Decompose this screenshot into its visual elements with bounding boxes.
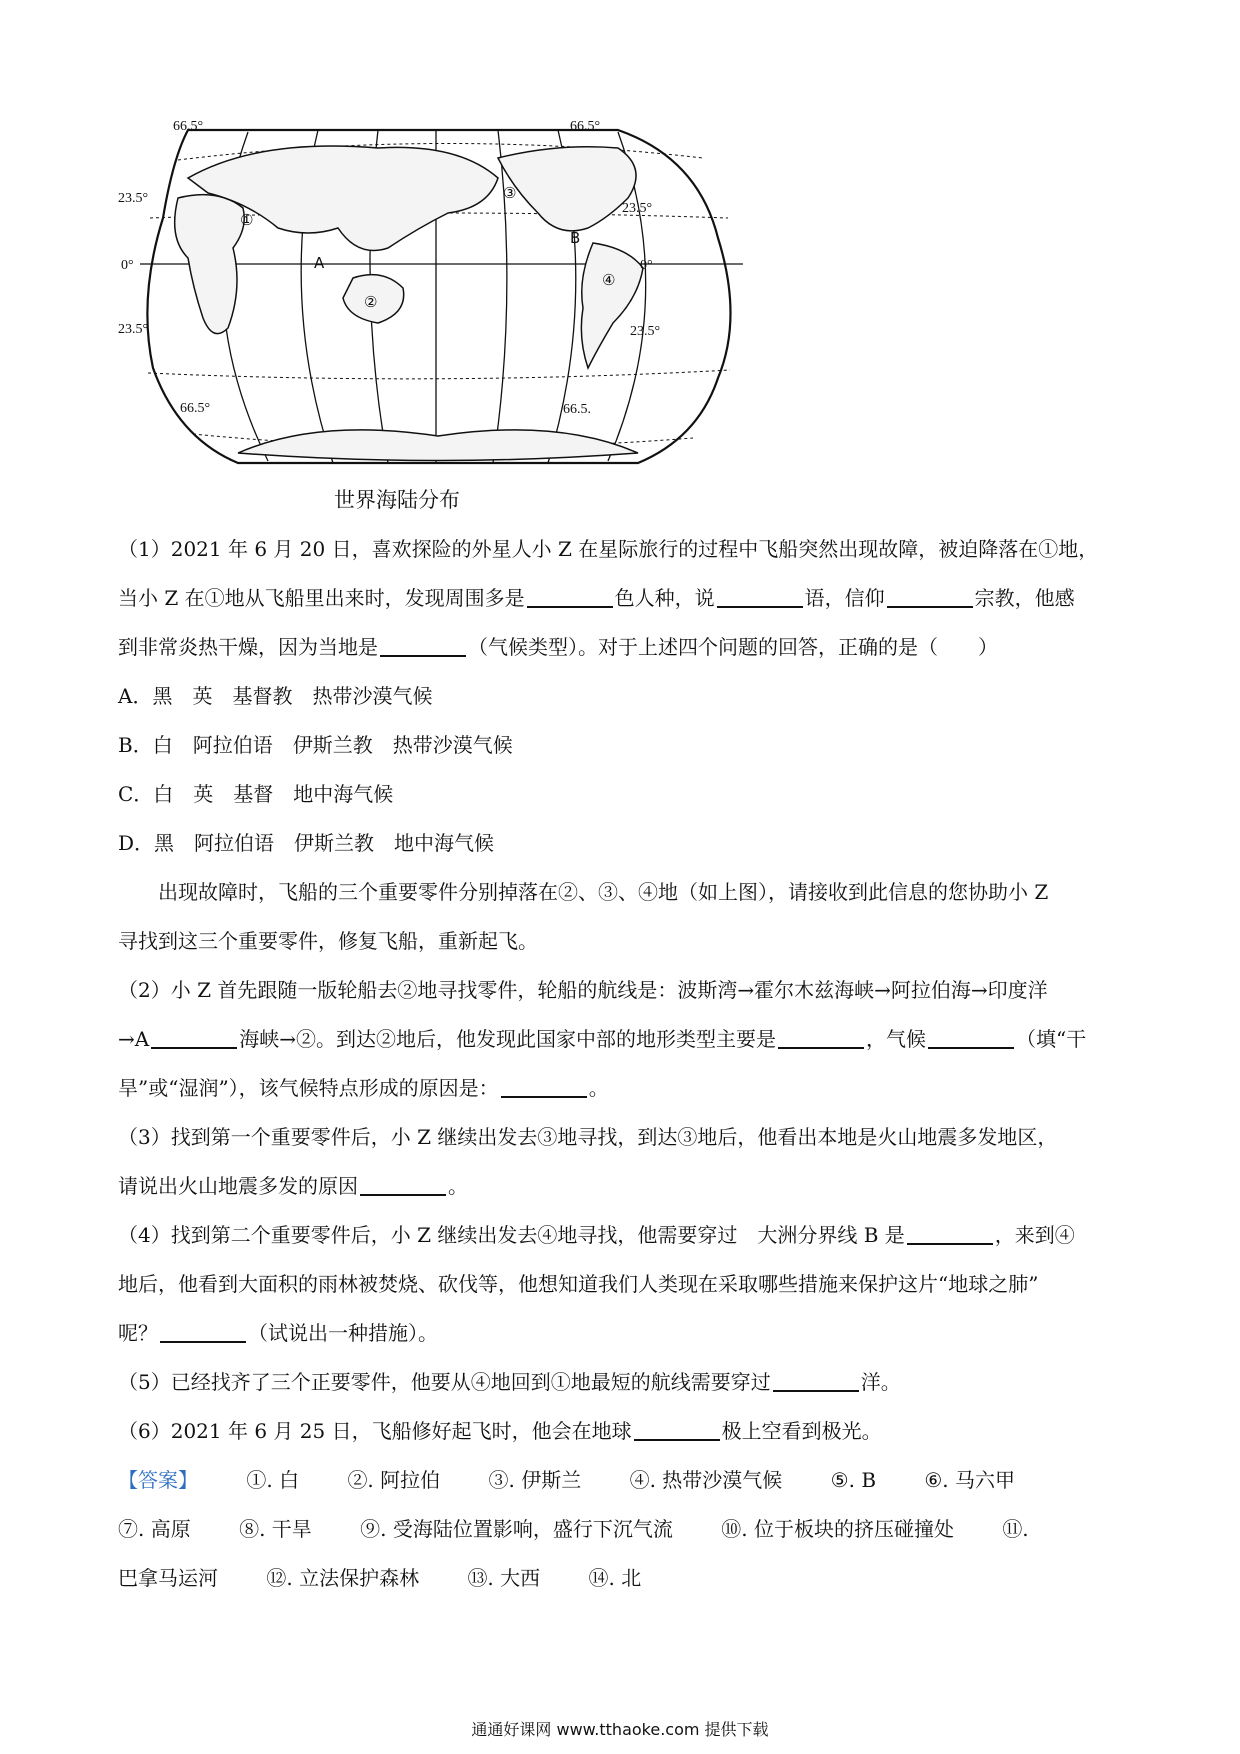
answer-item: ⑬. 大西 [467,1566,541,1590]
q4-text-3a: 呢？ [118,1321,158,1345]
q4-text-1a: （4）找到第二个重要零件后，小 Z 继续出发去④地寻找，他需要穿过 大洲分界线 B 是 [118,1223,905,1247]
q4-text-3b: （试说出一种措施）。 [248,1321,438,1345]
lat-label-23n-left: 23.5° [118,191,149,206]
q4-line2: 地后，他看到大面积的雨林被焚烧、砍伐等，他想知道我们人类现在采取哪些措施来保护这片“地球之肺” [118,1272,1039,1296]
lat-label-66n-left: 66.5° [173,119,204,134]
world-map-figure [118,118,758,478]
option-a[interactable]: A．黑 英 基督教 热带沙漠气候 [118,684,433,708]
q1-text-2a: 当小 Z 在①地从飞船里出来时，发现周围多是 [118,586,525,610]
answer-blank[interactable] [778,1027,864,1049]
lat-label-eq-right: 0° [640,258,653,273]
q2-text-3b: 。 [588,1076,609,1100]
q2-text-3a: 旱”或“湿润”），该气候特点形成的原因是： [118,1076,499,1100]
q4-text-1b: ，来到④ [994,1223,1075,1247]
answer-blank[interactable] [887,586,973,608]
intro-line2: 寻找到这三个重要零件，修复飞船，重新起飞。 [118,929,538,953]
answer-item: ①. 白 [246,1468,300,1492]
q2-line3 [118,1064,1128,1113]
answer-item: ⑤. B [830,1468,877,1492]
q4-line1 [118,1211,1128,1260]
q5-text-a: （5）已经找齐了三个正要零件，他要从④地回到①地最短的航线需要穿过 [118,1370,771,1394]
lat-label-66s-right: 66.5. [563,402,591,417]
answer-item: ②. 阿拉伯 [347,1468,441,1492]
q3-text-2b: 。 [448,1174,468,1198]
lat-label-66n-right: 66.5° [570,119,601,134]
q5-text-b: 洋。 [860,1370,901,1394]
answer-item: ⑥. 马六甲 [924,1468,1016,1492]
answer-blank[interactable] [773,1370,859,1392]
q1-line2 [118,574,1128,623]
intro-line1: 出现故障时，飞船的三个重要零件分别掉落在②、③、④地（如上图），请接收到此信息的您协助小 Z [158,880,1049,904]
q1-line1 [118,525,1128,574]
answer-blank[interactable] [634,1419,720,1441]
q1-text-3a: 到非常炎热干燥，因为当地是 [118,635,378,659]
q2-line1: （2）小 Z 首先跟随一版轮船去②地寻找零件，轮船的航线是：波斯湾→霍尔木兹海峡→阿拉伯海→印度洋 [118,978,1048,1002]
q6-text-b: 极上空看到极光。 [721,1419,882,1443]
q4-line3 [118,1309,1128,1358]
q2-text-2b: 海峡→②。到达②地后，他发现此国家中部的地形类型主要是 [239,1027,776,1051]
marker-4: ④ [602,271,616,289]
answer-line1 [118,1456,1128,1505]
answer-blank[interactable] [360,1174,446,1196]
q1-text-2c: 语，信仰 [804,586,885,610]
south-america [581,243,643,368]
q3-text-2a: 请说出火山地震多发的原因 [118,1174,358,1198]
q2-text-2d: （填“干 [1015,1027,1087,1051]
q1-text-3b: （气候类型）。对于上述四个问题的回答，正确的是（ ） [468,635,998,659]
answer-item: ⑫. 立法保护森林 [266,1566,420,1590]
answer-item: ⑦. 高原 [118,1517,191,1541]
answer-blank[interactable] [527,586,613,608]
q5-line [118,1358,1128,1407]
option-b[interactable]: B．白 阿拉伯语 伊斯兰教 热带沙漠气候 [118,733,513,757]
north-america [498,147,636,231]
q2-line2 [118,1015,1128,1064]
answer-item: ⑪. [1002,1517,1029,1541]
answer-item: 巴拿马运河 [118,1566,218,1590]
answer-item: ⑧. 干旱 [239,1517,312,1541]
question-body [118,525,1128,1603]
q3-line1: （3）找到第一个重要零件后，小 Z 继续出发去③地寻找，到达③地后，他看出本地是火山地震多发地区， [118,1125,1058,1149]
page-footer: 通通好课网 www.tthaoke.com 提供下载 [471,1720,769,1739]
answer-blank[interactable] [717,586,803,608]
answer-blank[interactable] [907,1223,993,1245]
marker-3: ③ [503,184,517,202]
lat-label-23n-right: 23.5° [622,201,653,216]
q3-line2 [118,1162,1128,1211]
world-map [118,118,758,478]
q6-line [118,1407,1128,1456]
answer-blank[interactable] [928,1027,1014,1049]
lat-label-23s-left: 23.5° [118,322,149,337]
q6-text-a: （6）2021 年 6 月 25 日，飞船修好起飞时，他会在地球 [118,1419,632,1443]
q2-text-2a: →A [118,1027,150,1051]
map-caption: 世界海陆分布 [334,488,460,512]
q1-line3 [118,623,1128,672]
answer-blank[interactable] [160,1321,246,1343]
lat-label-eq-left: 0° [121,258,134,273]
answer-blank[interactable] [380,635,466,657]
marker-a: A [314,254,325,272]
marker-2: ② [364,293,378,311]
q1-text-1: （1）2021 年 6 月 20 日，喜欢探险的外星人小 Z 在星际旅行的过程中飞船突然出现故障，被迫降落在①地， [118,537,1099,561]
answer-item: ⑭. 北 [588,1566,642,1590]
q2-text-2c: ，气候 [865,1027,926,1051]
answer-label: 【答案】 [118,1468,198,1492]
answer-item: ⑨. 受海陆位置影响，盛行下沉气流 [360,1517,673,1541]
q1-text-2b: 色人种，说 [614,586,715,610]
q1-text-2d: 宗教，他感 [974,586,1075,610]
marker-b: B [570,229,581,247]
option-d[interactable]: D．黑 阿拉伯语 伊斯兰教 地中海气候 [118,831,495,855]
answer-item: ③. 伊斯兰 [488,1468,582,1492]
answer-blank[interactable] [151,1027,237,1049]
lat-label-66s-left: 66.5° [180,401,211,416]
answer-blank[interactable] [501,1076,587,1098]
answer-line2 [118,1505,1128,1554]
antarctica [238,430,638,461]
marker-1: ① [240,211,254,229]
answer-item: ⑩. 位于板块的挤压碰撞处 [721,1517,954,1541]
answer-line3 [118,1554,1128,1603]
lat-label-23s-right: 23.5° [630,324,661,339]
option-c[interactable]: C．白 英 基督 地中海气候 [118,782,394,806]
answer-item: ④. 热带沙漠气候 [629,1468,783,1492]
